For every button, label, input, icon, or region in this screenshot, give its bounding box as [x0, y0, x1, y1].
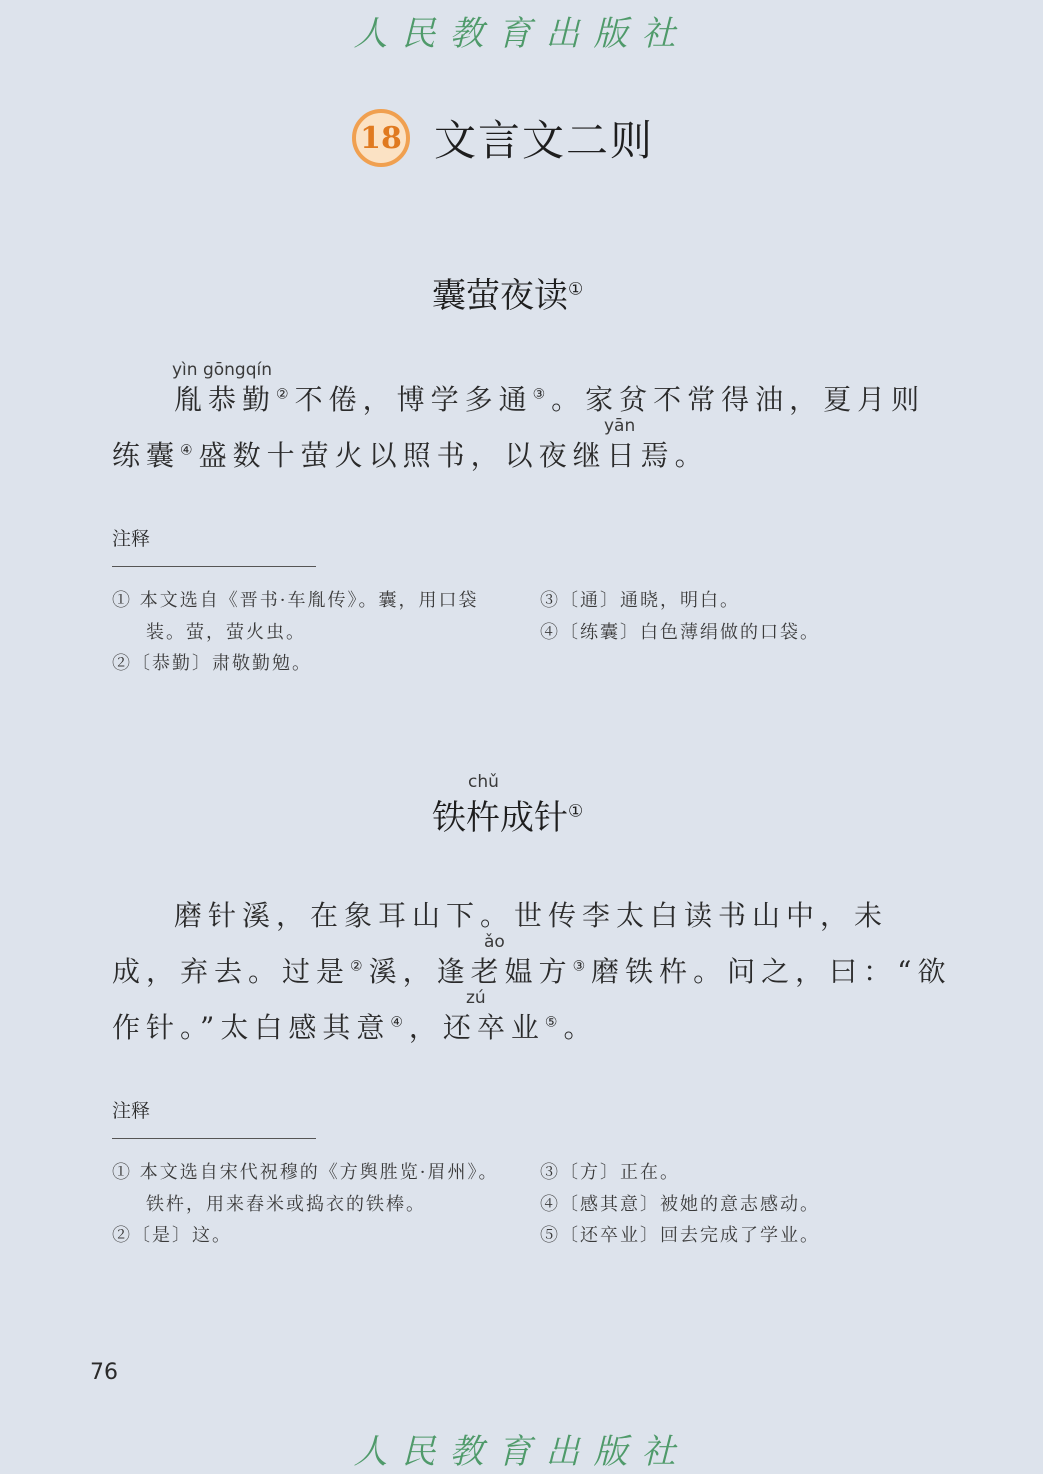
lesson-number-badge: 18	[352, 109, 410, 167]
text1-notes-divider	[112, 566, 316, 567]
text2-note-left-1: ① 本文选自宋代祝穆的《方舆胜览·眉州》。	[112, 1162, 499, 1183]
pinyin-yan: yān	[604, 416, 636, 436]
text1-line-1-a: 胤恭勤	[174, 383, 277, 416]
note-mark: ⑤	[544, 1014, 564, 1031]
text1-title-text: 囊萤夜读	[432, 276, 568, 316]
text1-note-left-3: ②〔恭勤〕肃敬勤勉。	[112, 653, 312, 674]
text2-notes-divider	[112, 1138, 316, 1139]
lesson-title: 文言文二则	[434, 116, 655, 165]
text1-line-2	[112, 434, 709, 474]
text2-title-note-mark: ①	[568, 801, 584, 822]
pinyin-ao: ǎo	[484, 932, 505, 952]
text2-notes-label: 注释	[112, 1100, 151, 1122]
text2-note-right-3: ⑤〔还卒业〕回去完成了学业。	[540, 1225, 820, 1246]
text1-notes-label: 注释	[112, 528, 151, 550]
pinyin-zu: zú	[466, 988, 486, 1008]
text2-note-right-1: ③〔方〕正在。	[540, 1162, 680, 1183]
text2-line-2-b: 溪，逢老媪方	[368, 955, 573, 988]
note-mark: ③	[532, 386, 552, 403]
lesson-header	[352, 108, 654, 168]
note-mark: ④	[180, 442, 199, 459]
text2-line-2-a: 成，弃去。过是	[112, 955, 351, 988]
text2-line-2-c: 磨铁杵。问之，曰：“欲	[591, 955, 952, 988]
text1-line-1-c: 。家贫不常得油，夏月则	[551, 383, 926, 416]
text2-line-3	[112, 1006, 597, 1046]
text1-line-2-a: 练囊	[112, 439, 181, 472]
text2-note-right-2: ④〔感其意〕被她的意志感动。	[540, 1194, 820, 1215]
text2-title-text: 铁杵成针	[432, 798, 568, 838]
text2-line-2	[112, 950, 951, 990]
text2-line-1	[174, 894, 888, 934]
text1-note-left-1: ① 本文选自《晋书·车胤传》。囊，用口袋	[112, 590, 479, 611]
text1-title	[432, 268, 583, 317]
text1-line-1	[174, 378, 925, 418]
text1-note-right-1: ③〔通〕通晓，明白。	[540, 590, 740, 611]
text2-line-3-c: 。	[563, 1011, 598, 1044]
text1-note-right-2: ④〔练囊〕白色薄绢做的口袋。	[540, 622, 820, 643]
note-mark: ③	[572, 958, 592, 975]
note-mark: ④	[390, 1014, 409, 1031]
text1-line-1-b: 不倦，博学多通	[294, 383, 533, 416]
pinyin-chu: chǔ	[468, 772, 499, 792]
text1-title-note-mark: ①	[568, 279, 584, 300]
text2-note-left-2: 铁杵，用来舂米或捣衣的铁棒。	[146, 1194, 426, 1215]
text2-note-left-3: ②〔是〕这。	[112, 1225, 232, 1246]
publisher-logo-bottom: 人民教育出版社	[353, 1432, 690, 1472]
page-number: 76	[90, 1360, 118, 1385]
text2-line-3-b: ，还卒业	[408, 1011, 545, 1044]
text2-title	[432, 790, 583, 839]
publisher-logo-top: 人民教育出版社	[353, 14, 690, 54]
text1-note-left-2: 装。萤，萤火虫。	[146, 622, 306, 643]
pinyin-yin-gong-qin: yìn gōngqín	[172, 360, 273, 380]
note-mark: ②	[350, 958, 369, 975]
text2-line-1-a: 磨针溪，在象耳山下。世传李太白读书山中，未	[174, 899, 889, 932]
text2-line-3-a: 作针。”太白感其意	[112, 1011, 391, 1044]
note-mark: ②	[276, 386, 295, 403]
text1-line-2-b: 盛数十萤火以照书，以夜继日焉。	[198, 439, 709, 472]
